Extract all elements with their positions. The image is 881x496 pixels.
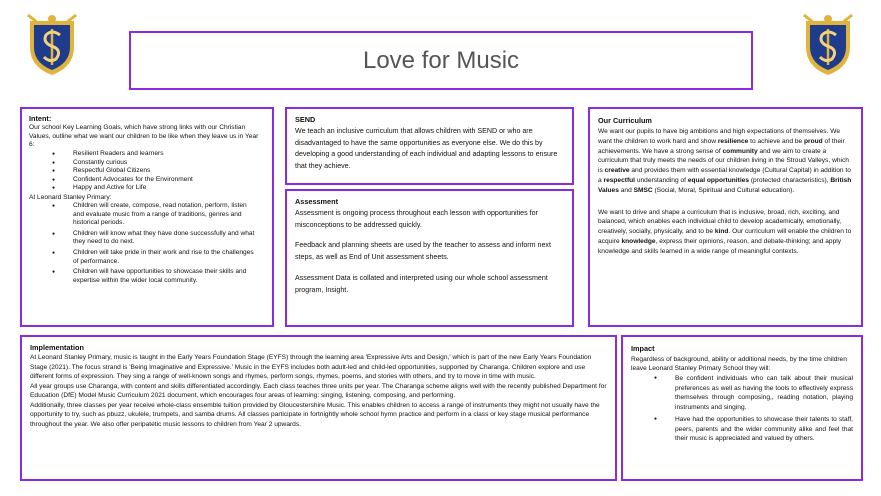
assessment-panel — [285, 189, 574, 327]
send-heading: SEND — [295, 115, 316, 124]
impact-heading: Impact — [631, 344, 655, 353]
curriculum-panel — [588, 107, 863, 327]
crest-icon — [800, 11, 856, 77]
school-crest-left — [24, 11, 80, 77]
assessment-paragraph: Assessment Data is collated and interpreted using our whole school assessment program, Insight. — [295, 273, 548, 294]
points-list — [29, 202, 265, 285]
impact-panel — [621, 335, 863, 481]
page-title: Love for Music — [362, 46, 520, 74]
list-item: ● Respectful Global Citizens — [29, 167, 265, 176]
curriculum-heading: Our Curriculum — [598, 116, 652, 125]
implementation-panel — [20, 335, 617, 481]
list-item: ● Children will take pride in their work and rise to the challenges of performance. — [29, 249, 259, 266]
list-item: ● Children will create, compose, read notation, perform, listen and evaluate music from a range of traditions, genres and historical periods. — [29, 202, 259, 228]
implementation-paragraph: All year groups use Charanga, with content and skills differentiated accordingly. Each class teaches three units per year. The Charanga scheme aligns well with the recently published Department for Education (DfE) Model Music Curriculum 2021 document, which encourages four areas of learning: singing, listening, composing, and performing. — [30, 382, 607, 399]
assessment-heading: Assessment — [295, 197, 338, 206]
send-panel — [285, 107, 574, 185]
assessment-paragraph: Feedback and planning sheets are used by the teacher to assess and inform next steps, as well as End of Unit assessment sheets. — [295, 241, 551, 262]
list-item: ● Confident Advocates for the Environment — [29, 176, 265, 185]
assessment-paragraph: Assessment is ongoing process throughout each lesson with opportunities for misconceptions to be addressed quickly. — [295, 209, 538, 229]
crest-icon — [24, 11, 80, 77]
implementation-paragraph: At Leonard Stanley Primary, music is taught in the Early Years Foundation Stage (EYFS) through the learning area 'Expressive Arts and Design,' which is part of the new Early Years Foundation Stage (2021). The focus strand is 'Being Imaginative and Expressive.' Music in the EYFS includes both adult-led and child-led opportunities, supported by Charanga. Children explore and use different forms of expression. They sing a range of well-known songs and rhymes, perform songs, rhymes, poems, and stories with others, and try to move in time with music. — [30, 354, 592, 380]
goals-list — [29, 150, 265, 193]
curriculum-paragraph-1: We want our pupils to have big ambitions and high expectations of themselves. We want the children to work hard and show resilience to achieve and be proud of their achievements. We have a strong sense of community and we aim to create a curriculum that truly meets the needs of our children living in the Stroud Valleys, which is creative and provides them with essential knowledge (Cultural Capital) in addition to a respectful understanding of equal opportunities (protected characteristics), British Values and SMSC (Social, Moral, Spiritual and Cultural education). — [598, 128, 852, 194]
school-line: At Leonard Stanley Primary: — [29, 194, 112, 202]
title-panel — [129, 31, 753, 90]
list-item: ● Happy and Active for Life — [29, 184, 265, 193]
list-item: ● Children will have opportunities to showcase their skills and expertise within the wider local community. — [29, 268, 259, 285]
list-item: ● Be confident individuals who can talk about their musical preferences as well as having the tools to effectively express themselves through composing,, reading notation, playing instruments and singing. — [631, 374, 853, 412]
impact-intro: Regardless of background, ability or additional needs, by the time children leave Leonard Stanley Primary School they will: — [631, 356, 847, 372]
list-item: ● Constantly curious — [29, 159, 265, 168]
curriculum-paragraph-2: We want to drive and shape a curriculum that is inclusive, broad, rich, exciting, and balanced, which enables each individual child to develop academically, emotionally, creatively, socially, physically, and to be kind. Our curriculum will enable the children to acquire knowledge, express their opinions, reason, and debate-thinking; and apply knowledge and skills learned in a wide range of meaningful contexts. — [598, 208, 852, 255]
implementation-paragraph: Additionally, three classes per year receive whole-class ensemble tuition provided by Gloucestershire Music. This enables children to access a range of instruments they might not usually have the opportunity to try, such as pbuzz, ukulele, trumpets, and samba drums. All classes participate in fortnightly whole school hymn practice and perform in a class or key stage musical performance throughout the year. We also offer peripatetic music lessons to children from Year 2 upwards. — [30, 401, 600, 428]
implementation-heading: Implementation — [30, 343, 84, 352]
school-crest-right — [800, 11, 856, 77]
list-item: ● Children will know what they have done successfully and what they need to do next. — [29, 230, 259, 247]
send-text: We teach an inclusive curriculum that allows children with SEND or who are disadvantaged to have the same opportunities as everyone else. We do this by developing a good understanding of each individual and adapting lessons to ensure that they achieve. — [295, 127, 558, 171]
intent-panel — [20, 107, 274, 327]
list-item: ● Resilient Readers and learners — [29, 150, 265, 159]
intent-heading: Intent: — [29, 114, 52, 123]
impact-list — [631, 374, 853, 444]
list-item: ● Have had the opportunities to showcase their talents to staff, peers, parents and the wider community alike and feel that their music is appreciated and valued by others. — [631, 415, 853, 444]
intent-intro: Our school Key Learning Goals, which have strong links with our Christian Values, outline what we want our children to be like when they leave us in Year 6: — [29, 124, 259, 149]
